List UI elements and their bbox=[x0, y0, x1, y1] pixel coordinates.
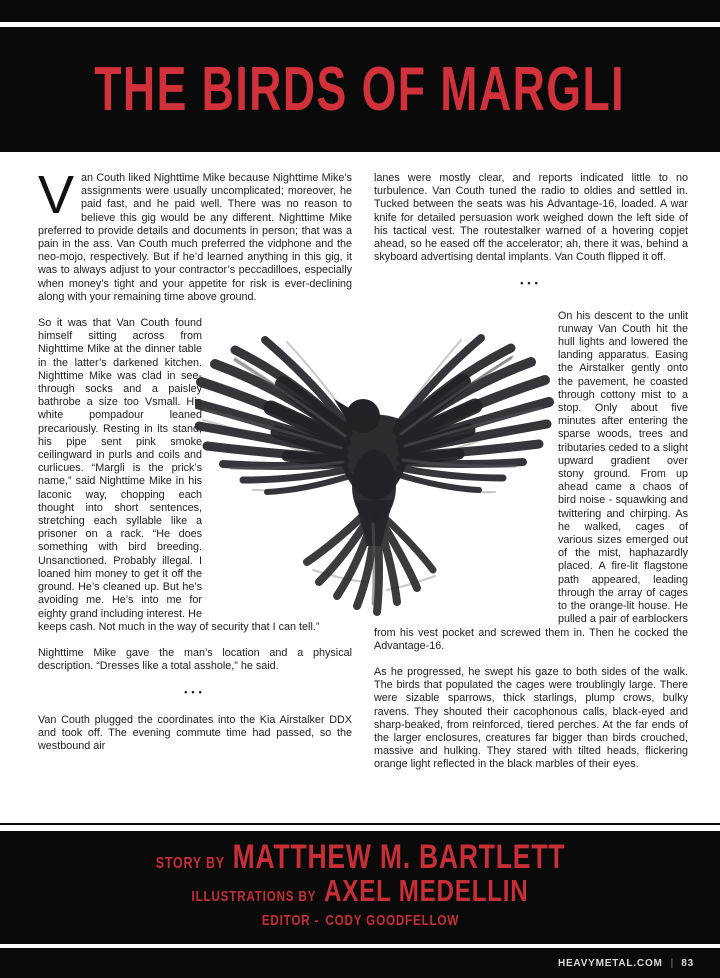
illustrations-by-line bbox=[191, 872, 529, 908]
story-paragraph bbox=[38, 317, 352, 634]
site-url: HEAVYMETAL.COM bbox=[557, 957, 663, 969]
editor-name: CODY GOODFELLOW bbox=[324, 912, 459, 930]
title-band bbox=[0, 27, 720, 152]
section-divider: ••• bbox=[184, 687, 206, 698]
story-paragraph bbox=[38, 165, 352, 304]
section-divider: ••• bbox=[520, 278, 542, 289]
text-wrap-spacer bbox=[202, 317, 352, 619]
footer-strip bbox=[0, 948, 720, 978]
paragraph-text: lanes were mostly clear, and reports indicated little to no turbulence. Van Couth tuned the radio to oldies and settled in. Tucked between the seats was his Advantage-16, loaded. A war knife for detailed persuasion work weighed down the left side of his tactical vest. The routestalker warned of a hovering copjet ahead, so he eased off the accelerator; ah, there it was, behind a skyboard advertising dental implants. Van Couth flipped it off. bbox=[374, 172, 688, 264]
story-paragraph bbox=[374, 172, 688, 264]
right-column bbox=[374, 172, 688, 785]
paragraph-text: Van Couth plugged the coordinates into the Kia Airstalker DDX and took off. The evening commute time had passed, so the westbound air bbox=[38, 713, 352, 752]
story-paragraph bbox=[374, 666, 688, 772]
paragraph-text: As he progressed, he swept his gaze to both sides of the walk. The birds that populated the cages were troublingly large. There were sizable sparrows, thick starlings, plump crows, bulky ravens. They shouted their cacophonous calls, black-eyed and sharp-beaked, from reinforced, tiered perches. At the far ends of the larger enclosures, creatures far bigger than birds crouched, massive and hulking. They stared with tilted heads, flickering orange light reflected in the black marbles of their eyes. bbox=[374, 665, 688, 771]
top-black-strip bbox=[0, 0, 720, 22]
credits-band bbox=[0, 831, 720, 944]
paragraph-text: Nighttime Mike gave the man’s location and a physical description. “Dresses like a total asshole,” he said. bbox=[38, 646, 352, 673]
drop-cap: V bbox=[38, 165, 75, 225]
story-by-line bbox=[155, 840, 564, 875]
illustrations-by-name: AXEL MEDELLIN bbox=[324, 872, 529, 908]
story-paragraph bbox=[38, 714, 352, 754]
paragraph-text: So it was that Van Couth found himself sitting across from Nighttime Mike at the dinner table in the latter’s darkened kitchen. Nighttime Mike was clad in see-through socks and a paisley bathrobe a size too Vsmall. His white pompadour leaned precariously. Resting in its stand, his pipe sent pink smoke ceilingward in purls and coils and curlicues. “Margli is the prick’s name,” said Nighttime Mike in his laconic way, chopping each thought into short sentences, stretching each syllable like a prisoner on a rack. “He does something with bird breeding. Unsanctioned. Probably illegal. I loaned him money to get it off the ground. He’s cleaned up. But he’s avoiding me. He’s into me for eighty grand including interest. He keeps cash. Not much in the way of security that I can tell.” bbox=[38, 317, 320, 633]
story-by-label: STORY BY bbox=[155, 855, 225, 872]
page-title: THE BIRDS OF MARGLI bbox=[94, 54, 626, 124]
story-paragraph bbox=[38, 647, 352, 673]
credits-top-rule bbox=[0, 823, 720, 825]
story-by-name: MATTHEW M. BARTLETT bbox=[232, 838, 565, 876]
editor-line bbox=[261, 912, 458, 929]
text-wrap-spacer bbox=[374, 310, 558, 622]
article-body bbox=[38, 165, 688, 822]
illustrations-by-label: ILLUSTRATIONS BY bbox=[191, 887, 317, 905]
page-number: 83 bbox=[681, 957, 694, 969]
footer-separator: | bbox=[670, 957, 674, 969]
left-column bbox=[38, 165, 352, 766]
editor-label: EDITOR - bbox=[261, 912, 319, 930]
paragraph-text: an Couth liked Nighttime Mike because Nighttime Mike’s assignments were usually uncomplicated; moreover, he paid fast, and he paid well. There was no reason to believe this gig would be any different. Nighttime Mike preferred to provide details and documents in person; that was a pain in the ass. Van Couth much preferred the vidphone and the neo-mojo, respectively. But if he’d learned anything in this gig, it was to always adjust to your contractor’s peccadilloes, especially when money’s tight and your appetite for risk is ever-declining along with your remaining time above ground. bbox=[38, 172, 352, 303]
story-paragraph bbox=[374, 310, 688, 653]
paragraph-text: On his descent to the unlit runway Van Couth hit the hull lights and lowered the landing apparatus. Easing the Airstalker gently onto the pavement, he coasted through cottony mist to a stop. Only about five minutes after entering the sparse woods, trees and tributaries ceded to a slight upward gradient over stony ground. From up ahead came a chaos of bird noise - squawking and twittering and chirping. As he walked, cages of various sizes emerged out of the mist, haphazardly placed. A fire-lit flagstone path appeared, leading through the array of cages to the orange-lit house. He pulled a pair of earblockers from his vest pocket and screwed them in. Then he cocked the Advantage-16. bbox=[374, 309, 688, 652]
